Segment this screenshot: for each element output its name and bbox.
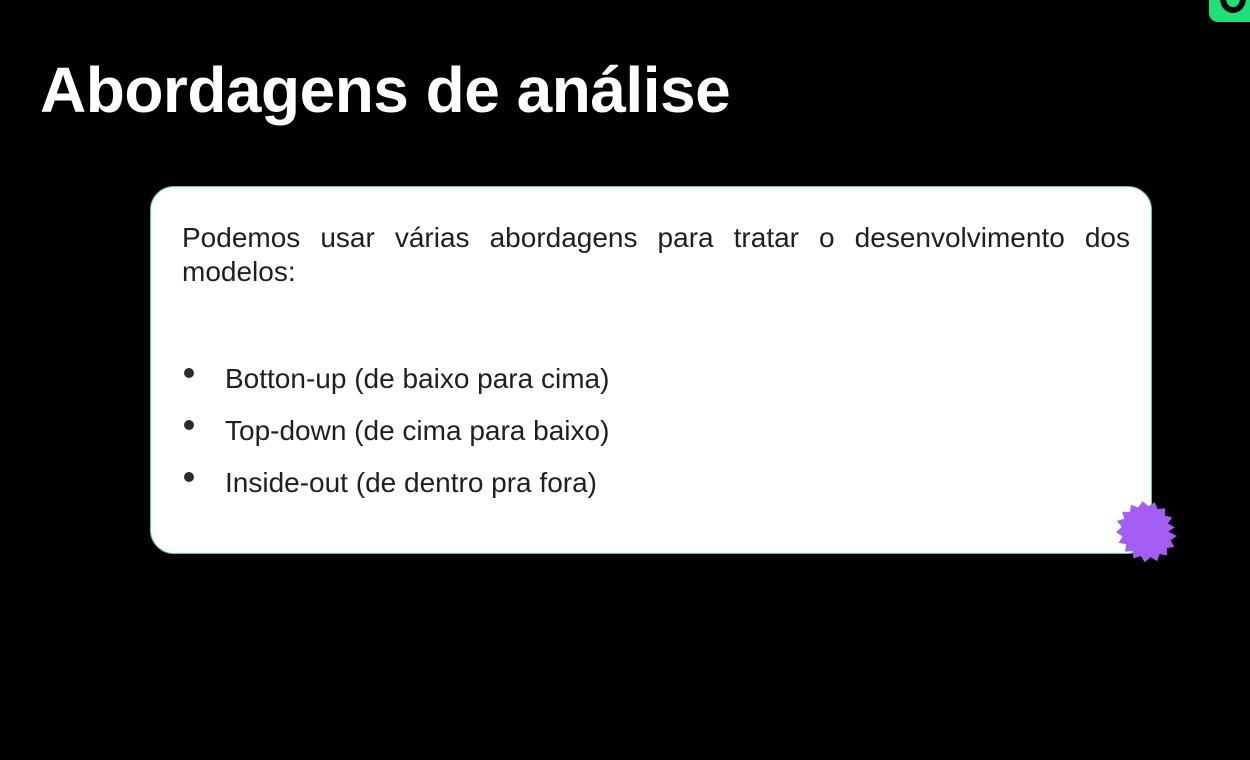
list-item-label: Botton-up (de baixo para cima) (225, 363, 610, 394)
brand-logo-icon (1203, 0, 1250, 30)
slide-title: Abordagens de análise (40, 54, 731, 126)
list-item-label: Top-down (de cima para baixo) (225, 415, 610, 446)
card-intro-text: Podemos usar várias abordagens para tratar o desenvolvimento dos modelos: (182, 222, 1130, 287)
list-item-bottom-up (182, 359, 609, 411)
bullet-icon (184, 368, 194, 378)
list-item-inside-out (182, 463, 609, 515)
list-item-label: Inside-out (de dentro pra fora) (225, 467, 597, 498)
content-card (150, 186, 1152, 554)
bullet-icon (184, 472, 194, 482)
list-item-top-down (182, 411, 609, 463)
approaches-list (182, 359, 609, 515)
starburst-icon (1093, 499, 1177, 573)
bullet-icon (184, 420, 194, 430)
